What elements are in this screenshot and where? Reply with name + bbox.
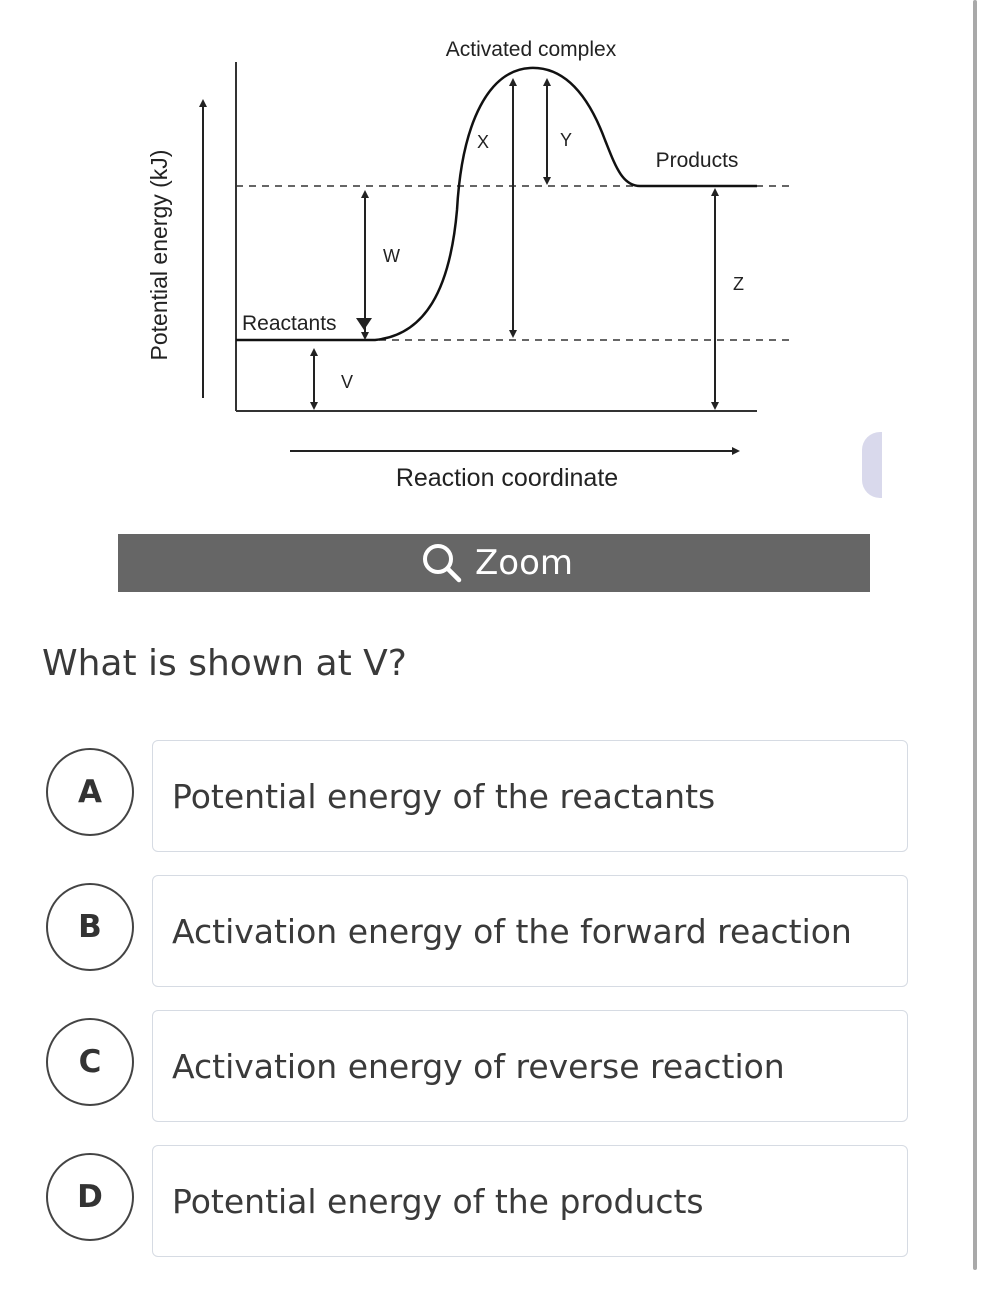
option-c[interactable] (0, 1010, 987, 1124)
w-label: W (383, 246, 400, 266)
option-text: Activation energy of reverse reaction (172, 1046, 785, 1086)
option-text: Potential energy of the products (172, 1181, 704, 1221)
option-letter: B (46, 883, 134, 971)
activated-complex-label: Activated complex (445, 38, 617, 61)
option-text: Activation energy of the forward reaction (172, 911, 852, 951)
option-a[interactable] (0, 740, 987, 854)
side-panel-tab[interactable] (862, 432, 882, 498)
question-text: What is shown at V? (42, 643, 407, 684)
y-axis-label: Potential energy (kJ) (146, 149, 172, 361)
option-box[interactable] (152, 875, 908, 987)
reactants-pointer-icon (356, 318, 372, 330)
search-icon (421, 542, 463, 584)
z-label: Z (733, 274, 744, 294)
products-label: Products (655, 149, 739, 172)
option-letter: D (46, 1153, 134, 1241)
x-axis-label: Reaction coordinate (395, 464, 619, 492)
option-letter: C (46, 1018, 134, 1106)
x-label: X (477, 132, 490, 152)
option-b[interactable] (0, 875, 987, 989)
reactants-label: Reactants (242, 312, 337, 335)
option-letter: A (46, 748, 134, 836)
zoom-button[interactable] (118, 534, 870, 592)
zoom-label: Zoom (474, 543, 573, 583)
option-box[interactable] (152, 740, 908, 852)
option-box[interactable] (152, 1145, 908, 1257)
option-box[interactable] (152, 1010, 908, 1122)
y-label: Y (560, 130, 573, 150)
v-label: V (341, 372, 354, 392)
energy-curve (236, 68, 757, 340)
option-d[interactable] (0, 1145, 987, 1259)
option-text: Potential energy of the reactants (172, 776, 716, 816)
energy-diagram (0, 0, 987, 520)
